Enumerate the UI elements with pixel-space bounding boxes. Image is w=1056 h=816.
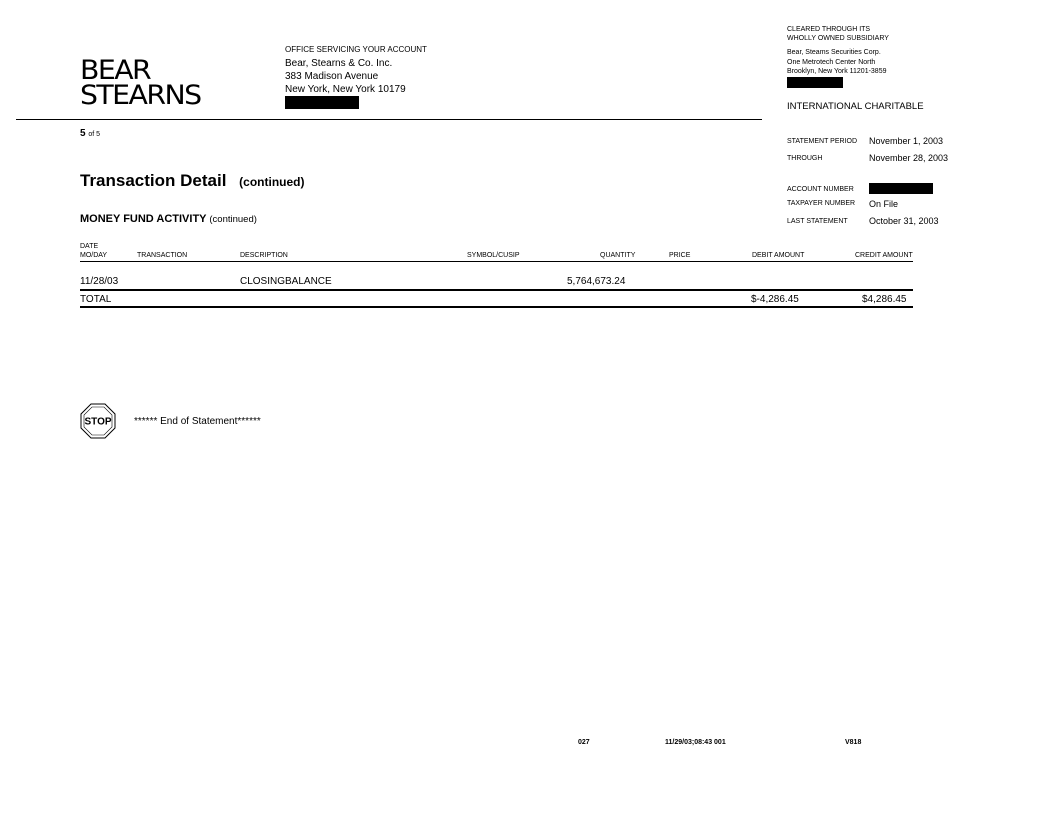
clearing-line-1: CLEARED THROUGH ITS [787,26,871,33]
office-block [285,44,427,112]
page-total: of 5 [88,131,101,138]
end-of-statement: ****** End of Statement****** [134,416,261,427]
redaction-bar [787,77,843,88]
title-main: Transaction Detail [80,171,227,190]
row-date: 11/28/03 [80,276,119,287]
footer-code-2: V818 [845,739,862,746]
total-rule-bottom [80,306,913,308]
col-price: PRICE [669,252,691,259]
stop-sign-icon [80,403,116,439]
col-description: DESCRIPTION [240,252,288,259]
clearing-name: Bear, Steams Securities Corp. [787,49,881,56]
statement-period-value: November 1, 2003 [869,136,944,146]
col-date-top: DATE [80,243,99,250]
page-current: 5 [80,128,86,139]
col-symbol: SYMBOL/CUSIP [467,252,520,259]
title-continued: (continued) [239,175,305,189]
bear-stearns-logo [80,55,201,111]
statement-period-label: STATEMENT PERIOD [787,138,858,145]
col-date: MO/DAY [80,252,108,259]
col-credit: CREDIT AMOUNT [855,252,913,259]
taxpayer-label: TAXPAYER NUMBER [787,200,856,207]
page-number [80,128,100,139]
total-debit: $-4,286.45 [751,294,799,305]
header-divider [16,119,762,120]
through-label: THROUGH [787,155,823,162]
logo-line-2: STEARNS [80,80,201,111]
footer-code-1: 027 [578,739,590,746]
account-name: INTERNATIONAL CHARITABLE [787,101,924,112]
footer-timestamp: 11/29/03;08:43 001 [665,739,726,746]
through-value: November 28, 2003 [869,153,949,163]
stop-sign-text: STOP [84,416,112,428]
office-city: New York, New York 10179 [285,84,406,95]
clearing-line-2: WHOLLY OWNED SUBSIDIARY [787,35,889,42]
office-street: 383 Madison Avenue [285,71,379,82]
total-label: TOTAL [80,294,112,305]
total-credit: $4,286.45 [862,294,907,305]
office-name: Bear, Stearns & Co. Inc. [285,58,393,69]
row-quantity: 5,764,673.24 [567,276,626,287]
account-number-label: ACCOUNT NUMBER [787,186,854,193]
redaction-bar [869,183,933,194]
clearing-street: One Metrotech Center North [787,58,876,66]
section-heading [80,213,257,225]
section-main: MONEY FUND ACTIVITY [80,213,207,225]
last-statement-label: LAST STATEMENT [787,218,848,225]
redaction-bar [285,96,359,109]
clearing-block [787,25,889,91]
office-heading: OFFICE SERVICING YOUR ACCOUNT [285,45,427,54]
taxpayer-value: On File [869,199,899,209]
section-continued: (continued) [209,214,257,225]
row-description: CLOSINGBALANCE [240,276,332,287]
logo-line-1: BEAR [80,55,151,86]
total-rule-top [80,289,913,291]
page-title [80,171,305,191]
clearing-city: Brooklyn, New York 11201-3859 [787,68,887,75]
col-debit: DEBIT AMOUNT [752,252,805,259]
col-quantity: QUANTITY [600,252,636,259]
last-statement-value: October 31, 2003 [869,216,939,226]
col-transaction: TRANSACTION [137,252,188,259]
header-rule [80,261,913,262]
